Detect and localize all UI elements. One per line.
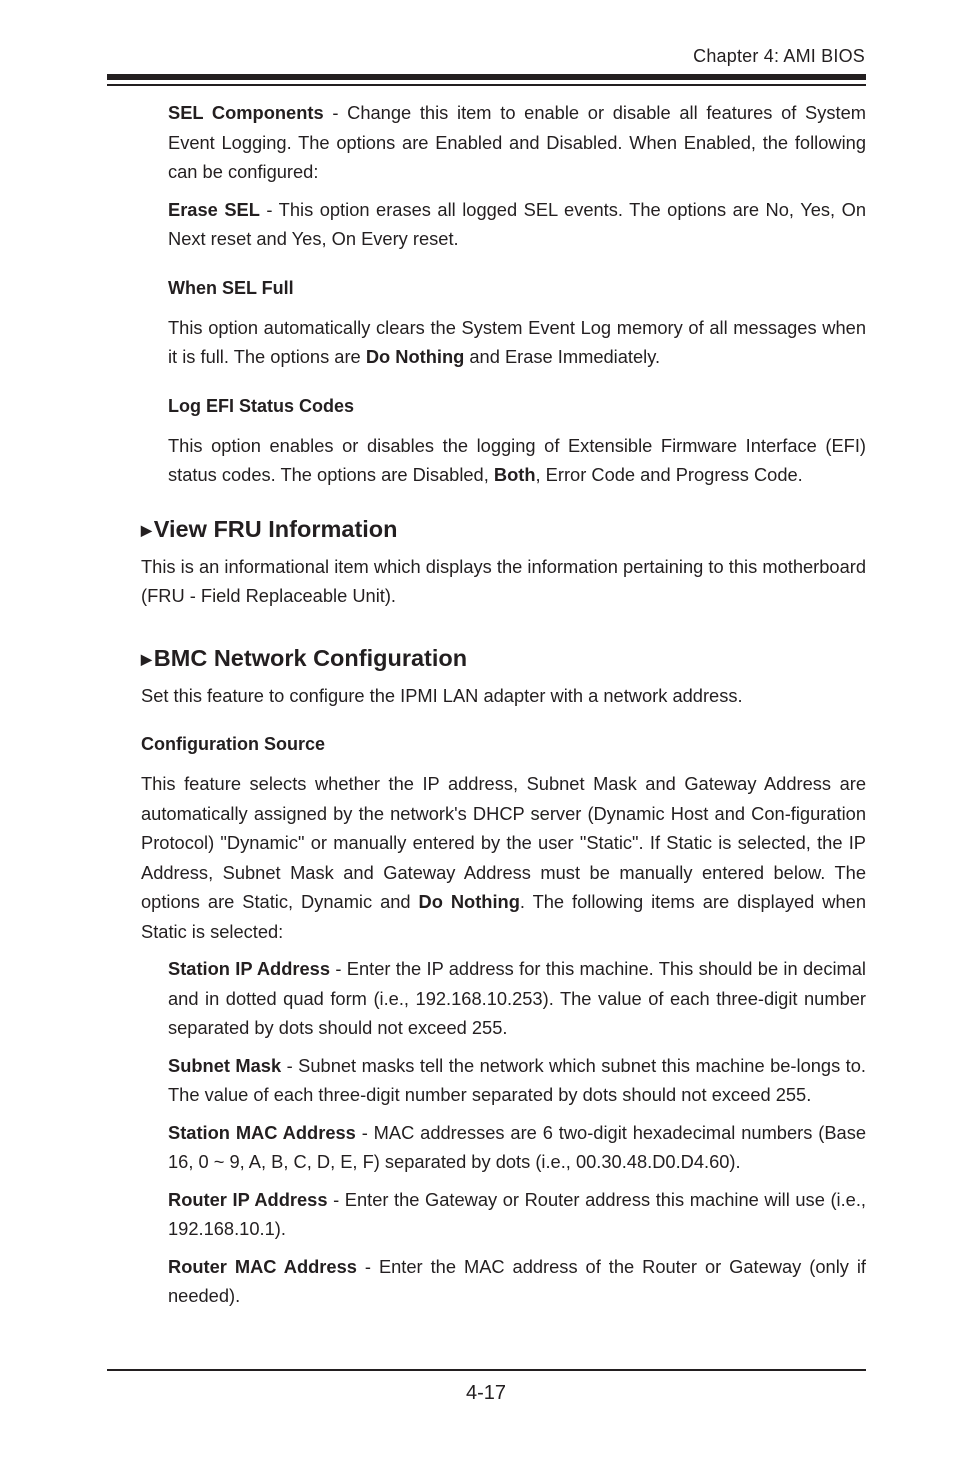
running-header: Chapter 4: AMI BIOS [693, 46, 865, 66]
bmc-network-paragraph: Set this feature to configure the IPMI LAN adapter with a network address. [141, 684, 743, 706]
config-source-paragraph [141, 769, 866, 946]
bmc-network-heading [141, 643, 866, 673]
right-triangle-icon: ▶ [141, 521, 152, 538]
log-efi-heading: Log EFI Status Codes [168, 395, 355, 416]
log-efi-text-before: This option enables or disables the logging of Extensible Firmware Interface (EFI) status codes. The options are Disabled, [168, 434, 866, 485]
sel-components-term: SEL Components [168, 102, 324, 123]
config-source-text-before: This feature selects whether the IP address, Subnet Mask and Gateway Address are automatically assigned by the network's DHCP server (Dynamic Host and Con-figuration Protocol) "Dynamic" or manually entered by the user "Static". If Static is selected, the IP Address, Subnet Mask and Gateway Address must be manually entered below. The options are Static, Dynamic and [141, 773, 866, 912]
station-mac-paragraph [168, 1118, 866, 1177]
header-rule-thin [107, 84, 866, 86]
station-ip-term: Station IP Address [168, 958, 331, 979]
log-efi-text-after: , Error Code and Progress Code. [535, 464, 803, 485]
router-ip-term: Router IP Address [168, 1188, 328, 1210]
station-ip-text: - Enter the IP address for this machine. This should be in decimal and in dotted quad form (i.e., 192.168.10.253). The value of each three-digit number separated by dots should not exceed 255. [168, 958, 866, 1038]
router-ip-paragraph [168, 1185, 866, 1244]
router-mac-term: Router MAC Address [168, 1255, 357, 1277]
view-fru-paragraph: This is an informational item which displays the information pertaining to this motherboard (FRU - Field Replaceable Unit). [141, 555, 866, 606]
right-triangle-icon: ▶ [141, 650, 152, 667]
when-sel-full-text-before: This option automatically clears the System Event Log memory of all messages when it is full. The options are [168, 316, 866, 367]
erase-sel-text: - This option erases all logged SEL events. The options are No, Yes, On Next reset and Yes, On Every reset. [168, 198, 866, 249]
view-fru-heading-text: View FRU Information [153, 515, 398, 542]
when-sel-full-bold: Do Nothing [365, 346, 465, 367]
router-mac-text: - Enter the MAC address of the Router or Gateway (only if needed). [168, 1255, 866, 1306]
router-mac-paragraph [168, 1252, 866, 1311]
station-mac-text: - MAC addresses are 6 two-digit hexadecimal numbers (Base 16, 0 ~ 9, A, B, C, D, E, F) separated by dots (i.e., 00.30.48.D0.D4.60). [168, 1121, 866, 1172]
view-fru-heading [141, 514, 866, 544]
header-rule-thick [107, 74, 866, 80]
config-source-heading: Configuration Source [141, 734, 325, 754]
when-sel-full-paragraph [168, 313, 866, 372]
when-sel-full-text-after: and Erase Immediately. [464, 346, 661, 367]
erase-sel-term: Erase SEL [168, 198, 260, 220]
sel-components-paragraph [168, 98, 866, 187]
bmc-network-heading-text: BMC Network Configuration [153, 644, 468, 671]
subnet-mask-term: Subnet Mask [168, 1054, 282, 1076]
station-mac-term: Station MAC Address [168, 1121, 356, 1143]
page-number: 4-17 [465, 1382, 507, 1404]
when-sel-full-heading: When SEL Full [168, 277, 294, 298]
subnet-mask-text: - Subnet masks tell the network which subnet this machine be-longs to. The value of each three-digit number separated by dots should not exceed 255. [168, 1054, 867, 1105]
erase-sel-paragraph [168, 195, 866, 254]
config-source-text-after: . The following items are displayed when Static is selected: [141, 891, 866, 942]
router-ip-text: - Enter the Gateway or Router address this machine will use (i.e., 192.168.10.1). [168, 1188, 866, 1239]
page-body [141, 98, 866, 1311]
station-ip-paragraph [168, 954, 866, 1043]
log-efi-bold: Both [493, 464, 536, 485]
subnet-mask-paragraph [168, 1051, 866, 1110]
footer-rule [107, 1369, 866, 1371]
config-source-bold: Do Nothing [418, 891, 520, 912]
sel-components-text: - Change this item to enable or disable all features of System Event Logging. The options are Enabled and Disabled. When Enabled, the following can be configured: [168, 102, 866, 182]
log-efi-paragraph [168, 431, 866, 490]
